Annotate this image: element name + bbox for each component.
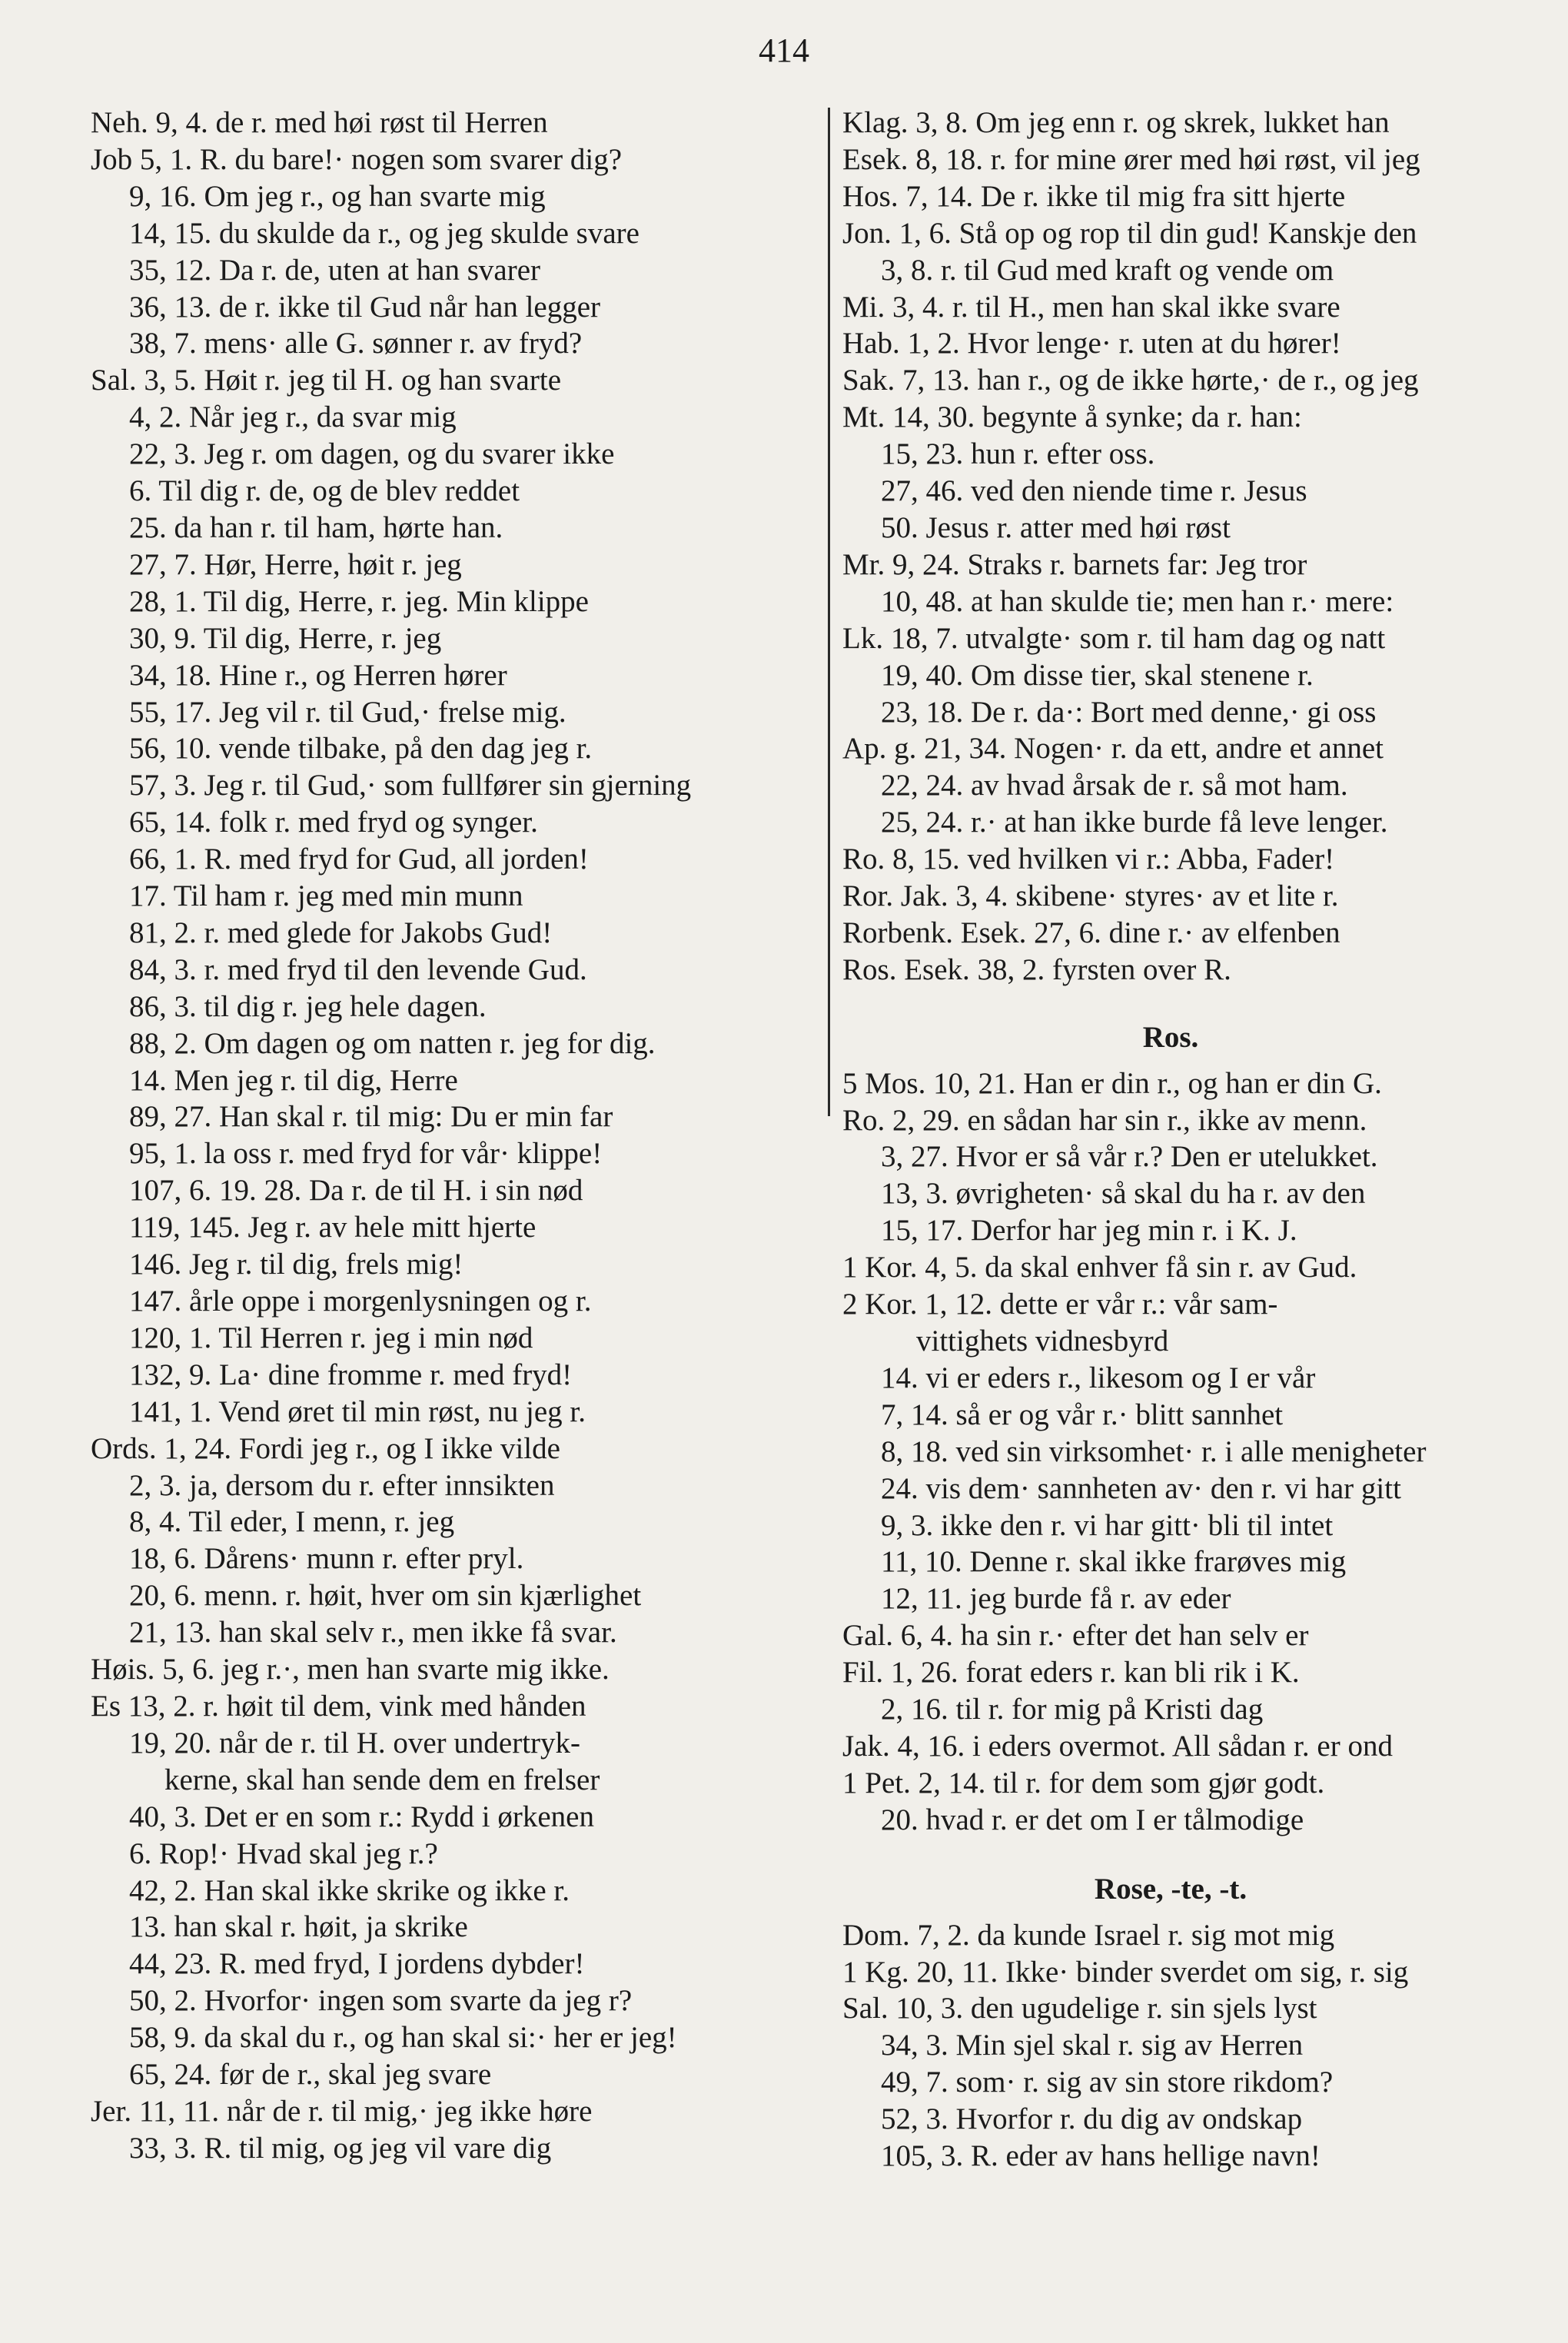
entry-line: 6. Rop!· Hvad skal jeg r.?	[129, 1836, 438, 1870]
entry-line: 65, 14. folk r. med fryd og synger.	[129, 806, 538, 839]
entry-line: 27, 7. Hør, Herre, høit r. jeg	[129, 547, 462, 581]
entry-line: 89, 27. Han skal r. til mig: Du er min far	[129, 1100, 613, 1134]
entry-line: 146. Jeg r. til dig, frels mig!	[129, 1248, 463, 1281]
entry-line: 8, 18. ved sin virksomhet· r. i alle menigheter	[881, 1434, 1427, 1468]
entry-line: 15, 23. hun r. efter oss.	[881, 437, 1155, 471]
entry-line: 44, 23. R. med fryd, I jordens dybder!	[129, 1947, 585, 1981]
entry-line: 86, 3. til dig r. jeg hele dagen.	[129, 989, 487, 1023]
entry-line: Ap. g. 21, 34. Nogen· r. da ett, andre et annet	[842, 732, 1384, 766]
entry-line: Fil. 1, 26. forat eders r. kan bli rik i K.	[842, 1656, 1300, 1690]
entry-line: 8, 4. Til eder, I menn, r. jeg	[129, 1505, 455, 1539]
entry-line: 24. vis dem· sannheten av· den r. vi har gitt	[881, 1471, 1401, 1505]
entry-line: 9, 16. Om jeg r., og han svarte mig	[129, 179, 546, 213]
entry-line: 2, 16. til r. for mig på Kristi dag	[881, 1693, 1264, 1727]
entry-line: Ros. Esek. 38, 2. fyrsten over R.	[842, 952, 1231, 986]
entry-line: Jak. 4, 16. i eders overmot. All sådan r. er ond	[842, 1729, 1393, 1763]
entry-line: 34, 18. Hine r., og Herren hører	[129, 658, 507, 692]
entry-line: 1 Kor. 4, 5. da skal enhver få sin r. av Gud.	[842, 1251, 1357, 1284]
entry-line: 141, 1. Vend øret til min røst, nu jeg r.	[129, 1394, 586, 1428]
right-column	[842, 105, 1499, 2175]
entry-line: 50, 2. Hvorfor· ingen som svarte da jeg r?	[129, 1984, 633, 2018]
entry-line: 120, 1. Til Herren r. jeg i min nød	[129, 1321, 533, 1354]
entry-line: 9, 3. ikke den r. vi har gitt· bli til intet	[881, 1508, 1334, 1542]
entry-line: 21, 13. han skal selv r., men ikke få svar.	[129, 1616, 617, 1650]
entry-line: 34, 3. Min sjel skal r. sig av Herren	[881, 2029, 1304, 2062]
entry-line: 55, 17. Jeg vil r. til Gud,· frelse mig.	[129, 695, 566, 729]
entry-line: 14. vi er eders r., likesom og I er vår	[881, 1361, 1316, 1394]
entry-line: 42, 2. Han skal ikke skrike og ikke r.	[129, 1873, 570, 1907]
entry-line: 13. han skal r. høit, ja skrike	[129, 1910, 468, 1944]
entry-line: Ords. 1, 24. Fordi jeg r., og I ikke vilde	[91, 1431, 560, 1465]
entry-line: 81, 2. r. med glede for Jakobs Gud!	[129, 916, 553, 949]
entry-line: Høis. 5, 6. jeg r.·, men han svarte mig ikke.	[91, 1653, 610, 1687]
entry-line: Ro. 2, 29. en sådan har sin r., ikke av menn.	[842, 1103, 1367, 1137]
entry-line: 6. Til dig r. de, og de blev reddet	[129, 474, 520, 508]
entry-line: 14. Men jeg r. til dig, Herre	[129, 1063, 458, 1097]
entry-line: 38, 7. mens· alle G. sønner r. av fryd?	[129, 327, 583, 361]
entry-line: 5 Mos. 10, 21. Han er din r., og han er din G.	[842, 1066, 1382, 1100]
entry-line: Gal. 6, 4. ha sin r.· efter det han selv er	[842, 1619, 1309, 1653]
entry-line: Mr. 9, 24. Straks r. barnets far: Jeg tror	[842, 547, 1307, 581]
entry-line: Lk. 18, 7. utvalgte· som r. til ham dag og natt	[842, 621, 1386, 655]
entry-line: 95, 1. la oss r. med fryd for vår· klippe!	[129, 1137, 603, 1171]
left-column	[91, 105, 815, 2167]
entry-line: Hab. 1, 2. Hvor lenge· r. uten at du hører!	[842, 327, 1341, 361]
entry-line: Sal. 10, 3. den ugudelige r. sin sjels lyst	[842, 1992, 1317, 2026]
entry-line: 57, 3. Jeg r. til Gud,· som fullfører sin gjerning	[129, 769, 692, 803]
entry-line: Klag. 3, 8. Om jeg enn r. og skrek, lukket han	[842, 106, 1390, 139]
entry-line: Neh. 9, 4. de r. med høi røst til Herren	[91, 106, 548, 139]
entry-line: 25. da han r. til ham, hørte han.	[129, 510, 503, 544]
entry-line: Ro. 8, 15. ved hvilken vi r.: Abba, Fader!	[842, 842, 1335, 876]
entry-line: Es 13, 2. r. høit til dem, vink med hånden	[91, 1689, 586, 1723]
entry-line: 40, 3. Det er en som r.: Rydd i ørkenen	[129, 1800, 594, 1833]
entry-line: Job 5, 1. R. du bare!· nogen som svarer dig?	[91, 142, 623, 176]
entry-line: 25, 24. r.· at han ikke burde få leve lenger.	[881, 806, 1388, 839]
entry-line: 22, 24. av hvad årsak de r. så mot ham.	[881, 769, 1348, 803]
entry-line: 30, 9. Til dig, Herre, r. jeg	[129, 621, 442, 655]
entry-line: 56, 10. vende tilbake, på den dag jeg r.	[129, 732, 593, 766]
entry-line: 147. årle oppe i morgenlysningen og r.	[129, 1284, 592, 1318]
entry-line: 66, 1. R. med fryd for Gud, all jorden!	[129, 842, 589, 876]
entry-line: 84, 3. r. med fryd til den levende Gud.	[129, 952, 587, 986]
column-divider	[828, 108, 830, 1116]
entry-line: 33, 3. R. til mig, og jeg vil vare dig	[129, 2131, 552, 2165]
entry-line: 19, 20. når de r. til H. over undertryk-	[129, 1726, 581, 1760]
entry-line: 119, 145. Jeg r. av hele mitt hjerte	[129, 1211, 537, 1245]
entry-line: 13, 3. øvrigheten· så skal du ha r. av den	[881, 1177, 1366, 1211]
entry-line: 35, 12. Da r. de, uten at han svarer	[129, 253, 540, 287]
entry-line: 50. Jesus r. atter med høi røst	[881, 510, 1231, 544]
entry-line: 23, 18. De r. da·: Bort med denne,· gi oss	[881, 695, 1377, 729]
entry-line: 18, 6. Dårens· munn r. efter pryl.	[129, 1542, 524, 1576]
entry-line: 22, 3. Jeg r. om dagen, og du svarer ikke	[129, 437, 615, 471]
entry-line: 10, 48. at han skulde tie; men han r.· mere:	[881, 584, 1394, 618]
entry-line: 36, 13. de r. ikke til Gud når han legger	[129, 290, 601, 324]
page-number: 414	[759, 32, 809, 69]
entry-line: Jer. 11, 11. når de r. til mig,· jeg ikke høre	[91, 2094, 593, 2128]
entry-line: 20, 6. menn. r. høit, hver om sin kjærlighet	[129, 1579, 642, 1613]
entry-line: 88, 2. Om dagen og om natten r. jeg for dig.	[129, 1026, 656, 1060]
entry-line: Esek. 8, 18. r. for mine ører med høi røst, vil jeg	[842, 142, 1420, 176]
entry-line: 2 Kor. 1, 12. dette er vår r.: vår sam-	[842, 1288, 1278, 1321]
entry-line: 58, 9. da skal du r., og han skal si:· her er jeg!	[129, 2021, 677, 2055]
entry-line: 105, 3. R. eder av hans hellige navn!	[881, 2139, 1321, 2173]
entry-line: 12, 11. jeg burde få r. av eder	[881, 1582, 1231, 1616]
entry-line: Hos. 7, 14. De r. ikke til mig fra sitt hjerte	[842, 179, 1346, 213]
entry-line: vittighets vidnesbyrd	[916, 1324, 1169, 1358]
entry-line: 49, 7. som· r. sig av sin store rikdom?	[881, 2065, 1334, 2099]
entry-line: 132, 9. La· dine fromme r. med fryd!	[129, 1358, 573, 1391]
entry-line: Mt. 14, 30. begynte å synke; da r. han:	[842, 400, 1302, 434]
entry-line: Rorbenk. Esek. 27, 6. dine r.· av elfenben	[842, 916, 1340, 949]
entry-line: kerne, skal han sende dem en frelser	[164, 1763, 600, 1796]
entry-line: 3, 8. r. til Gud med kraft og vende om	[881, 253, 1334, 287]
entry-line: 19, 40. Om disse tier, skal stenene r.	[881, 658, 1314, 692]
entry-line: 107, 6. 19. 28. Da r. de til H. i sin nød	[129, 1174, 583, 1208]
entry-line: 7, 14. så er og vår r.· blitt sannhet	[881, 1397, 1284, 1431]
entry-line: 11, 10. Denne r. skal ikke frarøves mig	[881, 1545, 1347, 1579]
section-heading: Rose, -te, -t.	[1094, 1872, 1247, 1906]
entry-line: Dom. 7, 2. da kunde Israel r. sig mot mig	[842, 1918, 1335, 1952]
entry-line: Mi. 3, 4. r. til H., men han skal ikke svare	[842, 290, 1340, 324]
entry-line: 4, 2. Når jeg r., da svar mig	[129, 400, 457, 434]
entry-line: 2, 3. ja, dersom du r. efter innsikten	[129, 1468, 555, 1502]
entry-line: Jon. 1, 6. Stå op og rop til din gud! Kanskje den	[842, 216, 1417, 250]
entry-line: 1 Pet. 2, 14. til r. for dem som gjør godt.	[842, 1766, 1325, 1800]
entry-line: 17. Til ham r. jeg med min munn	[129, 879, 523, 913]
entry-line: Ror. Jak. 3, 4. skibene· styres· av et lite r.	[842, 879, 1339, 913]
entry-line: 20. hvad r. er det om I er tålmodige	[881, 1803, 1304, 1836]
entry-line: 3, 27. Hvor er så vår r.? Den er utelukket.	[881, 1140, 1378, 1174]
entry-line: 27, 46. ved den niende time r. Jesus	[881, 474, 1307, 508]
entry-line: 65, 24. før de r., skal jeg svare	[129, 2058, 492, 2092]
section-heading: Ros.	[1142, 1020, 1199, 1054]
entry-line: Sak. 7, 13. han r., og de ikke hørte,· de r., og jeg	[842, 364, 1419, 397]
entry-line: 28, 1. Til dig, Herre, r. jeg. Min klippe	[129, 584, 589, 618]
entry-line: 15, 17. Derfor har jeg min r. i K. J.	[881, 1214, 1297, 1248]
entry-line: 1 Kg. 20, 11. Ikke· binder sverdet om sig, r. sig	[842, 1955, 1409, 1989]
entry-line: 14, 15. du skulde da r., og jeg skulde svare	[129, 216, 639, 250]
entry-line: Sal. 3, 5. Høit r. jeg til H. og han svarte	[91, 364, 562, 397]
entry-line: 52, 3. Hvorfor r. du dig av ondskap	[881, 2102, 1303, 2136]
